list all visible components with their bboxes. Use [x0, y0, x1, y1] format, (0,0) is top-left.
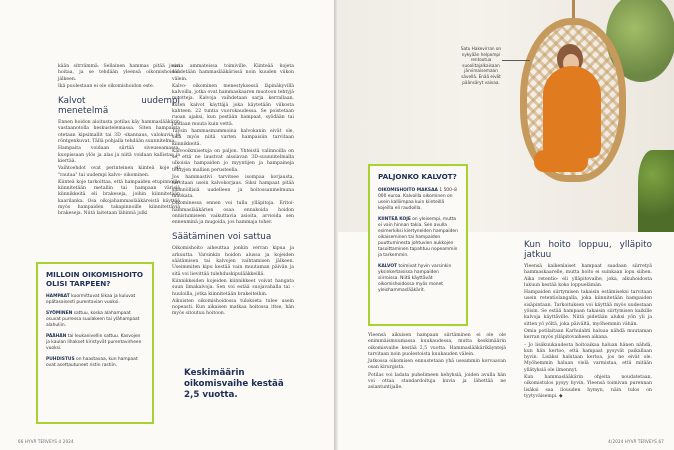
- article-column-1: [58, 64, 180, 219]
- box-item: PÄÄHÄN tai leukanivellin sattuu. Kasvojen ja kaulan lihakset kiristyvät purentavirheen vuoksi.: [46, 334, 142, 352]
- paragraph: Kiinnikkeiden kojeiden kiinnikkeet voivat hangata suun limakalvoja. Sen voi estää suojavahalla tai -huuloilla, jotka kiinnitetään brakeiteihin.: [172, 278, 294, 297]
- box-item: HAMPAAT kuormittuvat liikaa ja kuluvat epätasaisesti purentavian vuoksi.: [46, 294, 136, 306]
- box-item: SYÖMINEN sattuu, koska alahampaat osuvat purressa suulakeen tai ylähampaat alahuliin.: [46, 311, 140, 329]
- photo-caption: Satu Hakevirran on nykyään helpompi rentoutua suoolitajalkaisaan järvimaisemaan sävellä. Enää eivät päänsäryt vaivaa.: [460, 46, 502, 85]
- article-column-3: [368, 333, 506, 393]
- paragraph: Aikuisten oikomishoidossa tulokseta tulee usein nopeasti. Kun aikaisen matkaa hoitossa ittse, hän myös sitoutuu hoitoon.: [172, 298, 294, 317]
- info-box-when-needed: [36, 262, 154, 424]
- section-heading: Säätäminen voi sattua: [172, 232, 272, 243]
- paragraph: Oikominessa ennen voi tulla ylläpitoja. Eritoihammaslääkärien osaa ennakoida hoidon onnistumiseen vaikuttavia asioita, arvioida sen ennenminä ja mugoida, jos hammaja toher.: [172, 201, 294, 226]
- person-legs: [534, 150, 588, 172]
- pull-quote: Keskimäärin oikomisvaihe kestää 2,5 vuotta.: [184, 368, 284, 400]
- box-item: PUHDISTUS on haastavaa, kun hampaat ovat asettautuneet ristin rastiin.: [46, 357, 138, 369]
- plant-right: [638, 150, 674, 232]
- article-column-2: [172, 64, 294, 319]
- paragraph: Hampaiden siirtymisen takaisin estämiseksi tarvitaan usein retentiolangalla, joka kiinnitetään hampaiden sisäpintaan. Tarkoituksen voi käyttää myös uudestaan yöisin. Se estää hampaan takaisin siirtymisen kaikille kalvoja käyttäville. Niitä pidetään aluksi yön yli ja sitten yö yöltä, joka päivältä, myöhemmin vähän.: [524, 290, 652, 327]
- paragraph: Jos hammastivi tarvitsee isompaa korjausta, tarvitaan usein kalvokorjaus. Siksi hampaat pitää säännöllisiä uudelleen ja hoitossanmelmuna muokata.: [172, 175, 294, 199]
- paragraph: Vaihtoehdot ovat perinteinen kiinteä koje eli "rautaa" tai uudempi kalvo- oikominen.: [58, 166, 180, 178]
- paragraph: Yleensä aikuisen hampaan siirtäminen ei ole ole enimmäismuumassa kuukaudessa, mutta keskimäärin oikomisvaihe kestää 2,5 vuotta. Hammaslääkärikäyntejä tarvitaan noin puolestoista kuukauden välein.: [368, 333, 506, 357]
- info-box-costs: [368, 164, 468, 326]
- left-page: [0, 0, 334, 450]
- paragraph: Jatkossa oikomisen ennustetaan yhä useammin korvaavan osan kirurgista.: [368, 359, 506, 371]
- box-title: MILLOIN OIKOMISHOITO OLISI TARPEEN?: [46, 270, 143, 288]
- section-heading: Kalvot uudempi menetelmä: [58, 96, 180, 117]
- article-column-4: [524, 240, 652, 401]
- paragraph: Kalvooikmisetuja on paljon. Yhteistä valinnoilla on se, että ne laustvat alssiavan 3D-suunnitelmalla ulkoisia hampaiden jo myyntijen ja hampaineja tehtyjen mallien perusteella.: [172, 148, 294, 173]
- paragraph: Potilas voi ladata puhelimeen kehyksiä, joiden avulla hän voi ottaa standardoituja kuvia ja lähettää ne asiantuntijalle.: [368, 372, 506, 391]
- box-item: KALVOT toimivat hyvin varsinkin yksinkertaisissa hampaiden siirroissa. Niitä käyttävät oikomishoidossa myös monet yleishammaslääkärit.: [378, 263, 452, 293]
- paragraph: Ikä puolestaan ei ole oikomishoidon este.: [58, 83, 155, 89]
- paragraph: sissa ammateissa toimiville. Kiinteää kojeta säädetään hammaslääkärissä noin kuuden viikon välein.: [172, 64, 294, 82]
- section-heading: Kun hoito loppuu, ylläpito jatkuu: [524, 240, 652, 260]
- paragraph: Täysin hammasmammoina kalvokanin eivät ole, sillä myös niitä varten hampaisiin tarvitaan kiinnikkeitä.: [172, 128, 294, 147]
- paragraph: Kun hammaslääkärin ohjeita noudatetaan, oikomistulos pysyy hyvin. Yleensä toimivan purennan lisäksi saa ilouuden hymyn, näin tulos on tyytyväisempi. ◆: [524, 375, 652, 399]
- person-body: [543, 66, 601, 158]
- paragraph: Yleensä kaikenlaiset hampaat saadaan siirretyä hammaskaarelle, mutta hoito ei suinkaan lopu siihen. Aika retentio- eli ylläpitovaihe, joka, alkuhoidosta lukuun kestää koko loppuelämän.: [524, 264, 652, 288]
- paragraph: kään sitrrämmä. Sellainen hammas pitää jouri hoitaa, ja se tehdään yleensä oikomishoidon jälkeen.: [58, 64, 180, 82]
- box-item: KIINTEÄ KOJE on yleisempi, mutta ei vain hinnan takia. Sen avulla esimerkiksi kiertyneiden hampaiden oikaiseminen tai hampaiden puuttuminesta johtuvien aukkojen tasoittaminen tapahtuu nopeammin ja tarkemmin.: [378, 216, 458, 258]
- page-footer: 4/2024 HYVÄ TERVEYS 67: [608, 439, 664, 444]
- caption-pointer: [502, 60, 530, 61]
- box-title: PALJONKO KALVOT?: [378, 172, 457, 181]
- paragraph: – Jo lisäkuukaudesta hoitoaikaa haluan hänen nähdä, kun hän kertoo, että hampaat pysyvät paikallaan hyvin. Lisäksi halutaan kertoa, jos ne eivät ole. Myöhemmin haluan vielä varmistaa, että mitään yllätyksiä ole ilmennyt.: [524, 342, 652, 373]
- paragraph: Omia potilaitaan Karhulahti haluaa nähdä muutaman kerran myös ylläpitovaiheen aikana.: [524, 328, 652, 341]
- page-footer: 66 HYVÄ TERVEYS 4 2024: [18, 439, 74, 444]
- right-page: [338, 0, 674, 450]
- paragraph: Ennen hoidon aloitusta potilas käy hammaslääkärin vastaanotolla keskustelemassa. Siten hampaista otetaan kipsimallit tai 3D -skannaus, valokuvia ja röntgenkuvat. Tällä pohjalla tehdään suunnitelma.: [58, 120, 180, 145]
- box-item: OIKOMISHOITO MAKSAA 1 500–8 000 euroa. Kalvoilla oikominen on usein kalliimpaa kuin kiinteillä kojeilla eli raudoilla.: [378, 187, 457, 211]
- paragraph: Kalvo- oikominen menestyksessä läpinäkyvillä kalvoilla, jotka ovat hammaskaaren muotoon tehtyjä muotteja. Kalvoja vaihdetaan sarja kerrallaan, kuten kalvot käyttäjä joka käytetään viikosta kahteen. 22 tuntia vuorokaudessa. Se poistetaan ruoan ajaksi, kun pestään hampaat, syödään tai juodaan muuta kuin vettä.: [172, 83, 294, 127]
- paragraph: Kiinteä koje tarkoittaa, että hampaiden etupinnoille kiinnitetään metallin tai hampaan värisiä kiinnikkeitä eli brakeseja, joihin kiinnitetään kaarilanka. Osa oikojahammaslääkäreistä käyttää myös hampaiden takapinnoille kiinnitettäviä brakeseja. Niitä laitetaan lähinnä julki: [58, 179, 180, 217]
- paragraph: Hampaita voidaan siirtää siveuseamassa, kuopissaan ylös ja alas ja niitä voidaan kallistaa ja kiertää.: [58, 146, 180, 164]
- paragraph: Oikomishoito aiheuttaa jonkin verran kipua ja arkuutta. Varsinkin hoidon alussa ja kojeiden säätämisen tai kalvojen vaihtamisen jälkeen. Useimmiten kipu kestää vain muutaman päivän ja sitä voi lievittää tulehduskipulääkkeillä.: [172, 246, 294, 277]
